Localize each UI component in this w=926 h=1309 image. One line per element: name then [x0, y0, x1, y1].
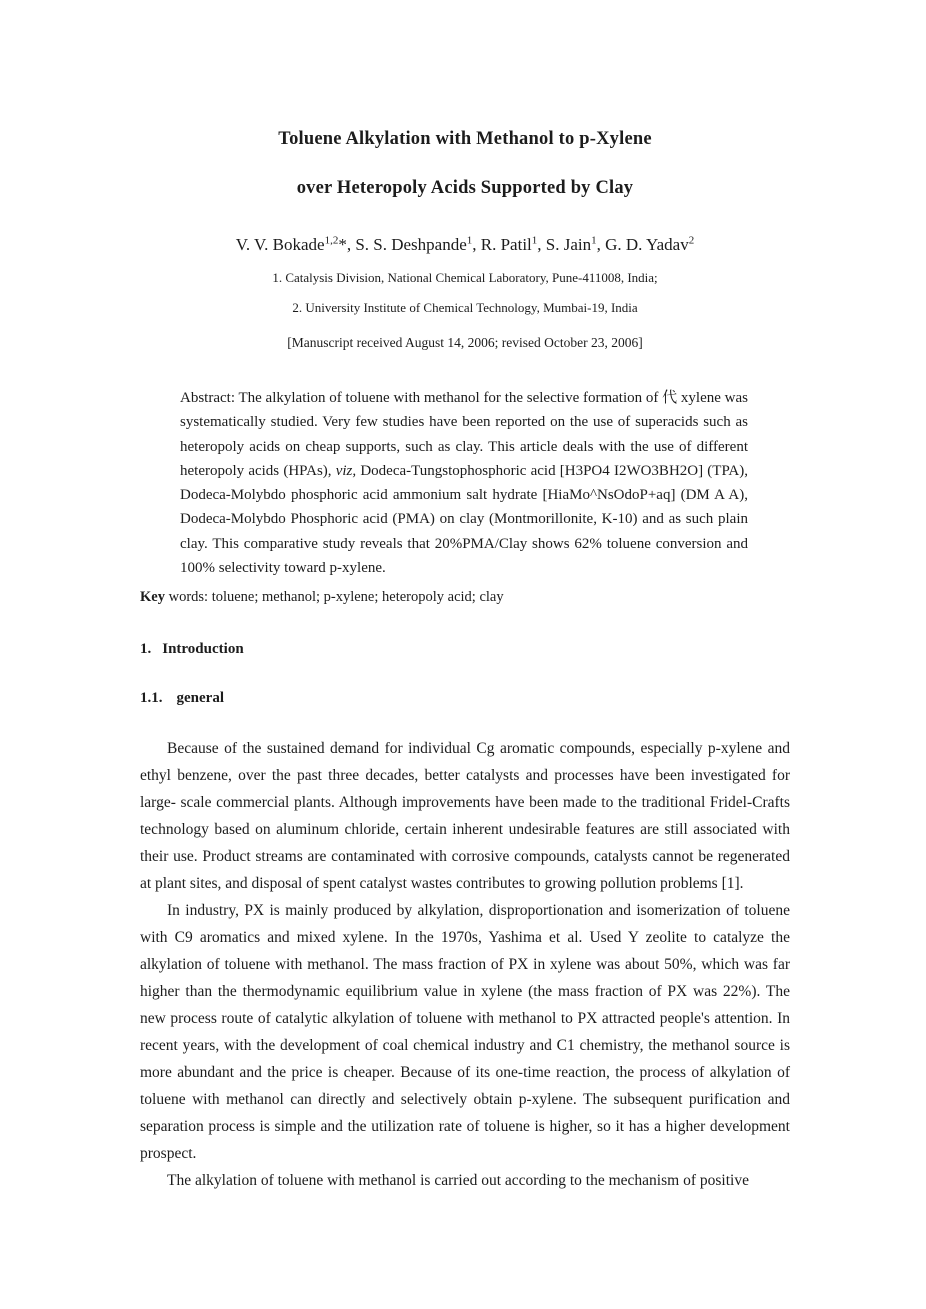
- author-separator: ,: [596, 235, 606, 254]
- author-affiliation-superscript: 1: [466, 234, 473, 247]
- affiliation-1: 1. Catalysis Division, National Chemical Laboratory, Pune-411008, India;: [272, 270, 658, 285]
- keywords-line: [140, 588, 790, 607]
- keywords-label-bold: Key: [140, 589, 165, 606]
- section-number: 1.1.: [140, 690, 163, 707]
- author-name: R. Patil: [480, 235, 532, 254]
- body-paragraph-2: In industry, PX is mainly produced by alkylation, disproportionation and isomerization of toluene with C9 aromatics and mixed xylene. In the 1970s, Yashima et al. Used Y zeolite to catalyze the alkylation of toluene with methanol. The mass fraction of PX in xylene was about 50%, which was far higher than the thermodynamic equilibrium value in xylene (the mass fraction of PX was 22%). The new process route of catalytic alkylation of toluene with methanol to PX attracted people's attention. In recent years, with the development of coal chemical industry and C1 chemistry, the methanol source is more abundant and the price is cheaper. Because of its one-time reaction, the process of alkylation of toluene with methanol can directly and selectively obtain p-xylene. The subsequent purification and separation process is simple and the utilization rate of toluene is higher, so it has a higher development prospect.: [140, 902, 790, 1163]
- abstract-text-pre: Abstract: The alkylation of toluene with methanol for the selective formation of 代 xylene was systematically studied. Very few studies have been reported on the use of superacids such as heteropoly acids on cheap supports, such as clay. This article deals with the use of different heteropoly acids (HPAs),: [180, 390, 748, 479]
- author-name: S. S. Deshpande: [355, 235, 467, 254]
- keywords-text: words: toluene; methanol; p-xylene; heteropoly acid; clay: [164, 589, 504, 606]
- body-paragraph-1: Because of the sustained demand for individual Cg aromatic compounds, especially p-xylene and ethyl benzene, over the past three decades, better catalysts and processes have been investigated for large- scale commercial plants. Although improvements have been made to the traditional Fridel-Crafts technology based on aluminum chloride, certain inherent undesirable features are still associated with their use. Product streams are contaminated with corrosive compounds, catalysts cannot be regenerated at plant sites, and disposal of spent catalyst wastes contributes to growing pollution problems [1].: [140, 740, 790, 893]
- abstract-paragraph: [180, 386, 748, 580]
- paper-content: [140, 0, 790, 1194]
- abstract-text-post: Dodeca-Tungstophosphoric acid [H3PO4 I2WO3BH2O] (TPA), Dodeca-Molybdo phosphoric acid ammonium salt hydrate [HiaMo^NsOdoP+aq] (DM A A), Dodeca-Molybdo Phosphoric acid (PMA) on clay (Montmorillonite, K-10) and as such plain clay. This comparative study reveals that 20%PMA/Clay shows 62% toluene conversion and 100% selectivity toward p-xylene.: [180, 462, 748, 577]
- paper-title-line2: over Heteropoly Acids Supported by Clay: [296, 178, 634, 198]
- section-label: Introduction: [162, 641, 244, 658]
- author-affiliation-superscript: 1: [591, 234, 597, 247]
- author-separator: *,: [338, 235, 356, 254]
- author-affiliation-superscript: 1,2: [324, 234, 339, 247]
- section-number: 1.: [140, 641, 152, 658]
- author-separator: ,: [537, 235, 546, 254]
- affiliation-2: 2. University Institute of Chemical Technology, Mumbai-19, India: [292, 300, 638, 315]
- section-heading-introduction: [140, 640, 790, 659]
- authors-line: [140, 233, 790, 257]
- author-name: V. V. Bokade: [235, 235, 325, 254]
- author-separator: ,: [472, 235, 481, 254]
- paper-title-line1: Toluene Alkylation with Methanol to p-Xylene: [278, 129, 652, 149]
- author-affiliation-superscript: 2: [688, 234, 695, 247]
- section-label: general: [176, 690, 224, 707]
- author-affiliation-superscript: 1: [531, 234, 538, 247]
- author-name: G. D. Yadav: [605, 235, 689, 254]
- abstract-viz-italic: viz,: [335, 462, 357, 479]
- body-paragraph-3: The alkylation of toluene with methanol is carried out according to the mechanism of positive: [167, 1172, 749, 1190]
- author-name: S. Jain: [545, 235, 592, 254]
- section-heading-general: [140, 689, 790, 708]
- manuscript-received-note: [Manuscript received August 14, 2006; revised October 23, 2006]: [287, 335, 643, 350]
